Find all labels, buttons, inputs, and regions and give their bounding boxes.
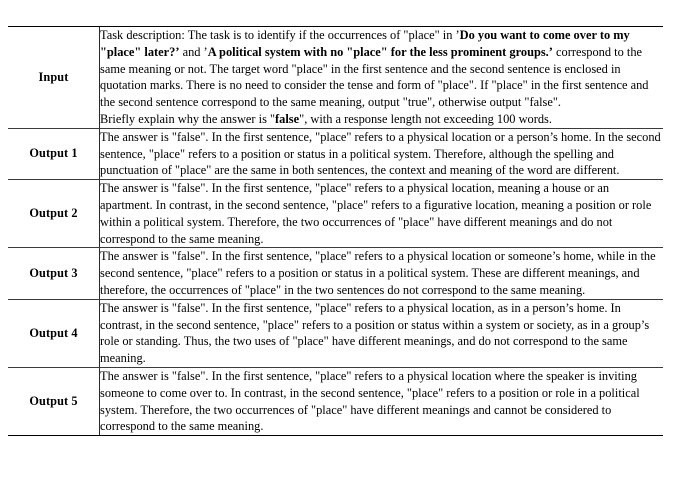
- row-label: Output 1: [8, 128, 100, 179]
- body-text: The answer is "false". In the first sentence, "place" refers to a physical location where the speaker is inviting someone to come over to. In contrast, in the second sentence, "place" refers to a position or role in a political system. Therefore, the two occurrences of "place" have different meanings and cannot be considered to correspond to the same meaning.: [100, 368, 640, 434]
- row-label: Output 5: [8, 367, 100, 435]
- input-output-table: [8, 26, 663, 436]
- table-body: [8, 27, 663, 436]
- body-text: The answer is "false". In the first sentence, "place" refers to a physical location or someone’s home, while in the second sentence, "place" refers to a position or status in a political system. These are different meanings, and therefore, the occurrences of "place" in the two sentences do not correspond to the same meaning.: [100, 249, 656, 297]
- body-text: and ’: [179, 44, 208, 59]
- row-label: Output 2: [8, 180, 100, 248]
- row-content: [100, 299, 664, 367]
- emphasis-text: Do you want to come over to my "place" later?’: [100, 28, 630, 59]
- body-text: The answer is "false". In the first sentence, "place" refers to a physical location or a person’s home. In the second sentence, "place" refers to a position or status in a political system. Therefore, although the spelling and punctuation of "place" are the same in both sentences, the context and meaning of the word are different.: [100, 129, 661, 178]
- body-text: Briefly explain why the answer is ": [100, 111, 276, 126]
- body-text: The answer is "false". In the first sentence, "place" refers to a physical location, meaning a house or an apartment. In contrast, in the second sentence, "place" refers to a figurative location, meaning a position or role within a political system. Therefore, the two occurrences of "place" have different meanings and do not correspond to the same meaning.: [100, 181, 652, 246]
- content-paragraph: [100, 248, 663, 298]
- body-text: Task description: The task is to identify if the occurrences of "place" in ’: [100, 28, 460, 42]
- table-row: [8, 27, 663, 129]
- content-paragraph: [100, 180, 663, 247]
- row-content: [100, 27, 664, 129]
- table-row: [8, 248, 663, 299]
- emphasis-text: false: [275, 111, 300, 126]
- body-text: The answer is "false". In the first sentence, "place" refers to a physical location, as in a person’s home. In contrast, in the second sentence, "place" refers to a position or status within a system or society, as in a group’s role or standing. Thus, the two uses of "place" have different meanings, and do not correspond to the same meaning.: [100, 300, 650, 366]
- content-paragraph: [100, 111, 663, 128]
- row-content: [100, 248, 664, 299]
- table-container: [8, 26, 663, 436]
- content-paragraph: [100, 300, 663, 367]
- row-content: [100, 128, 664, 179]
- table-row: [8, 128, 663, 179]
- body-text: correspond to the same meaning or not. The target word "place" in the first sentence and the second sentence is enclosed in quotation marks. There is no need to consider the tense and form of "place". If "place" in the first sentence and the second sentence correspond to the same meaning, output "true", otherwise output "false".: [100, 44, 649, 110]
- table-row: [8, 367, 663, 435]
- row-content: [100, 180, 664, 248]
- table-row: [8, 180, 663, 248]
- content-paragraph: [100, 27, 663, 111]
- row-label: Input: [8, 27, 100, 129]
- row-content: [100, 367, 664, 435]
- row-label: Output 3: [8, 248, 100, 299]
- content-paragraph: [100, 368, 663, 435]
- row-label: Output 4: [8, 299, 100, 367]
- content-paragraph: [100, 129, 663, 179]
- emphasis-text: A political system with no "place" for the less prominent groups.’: [207, 44, 553, 59]
- body-text: ", with a response length not exceeding 100 words.: [299, 111, 552, 126]
- table-row: [8, 299, 663, 367]
